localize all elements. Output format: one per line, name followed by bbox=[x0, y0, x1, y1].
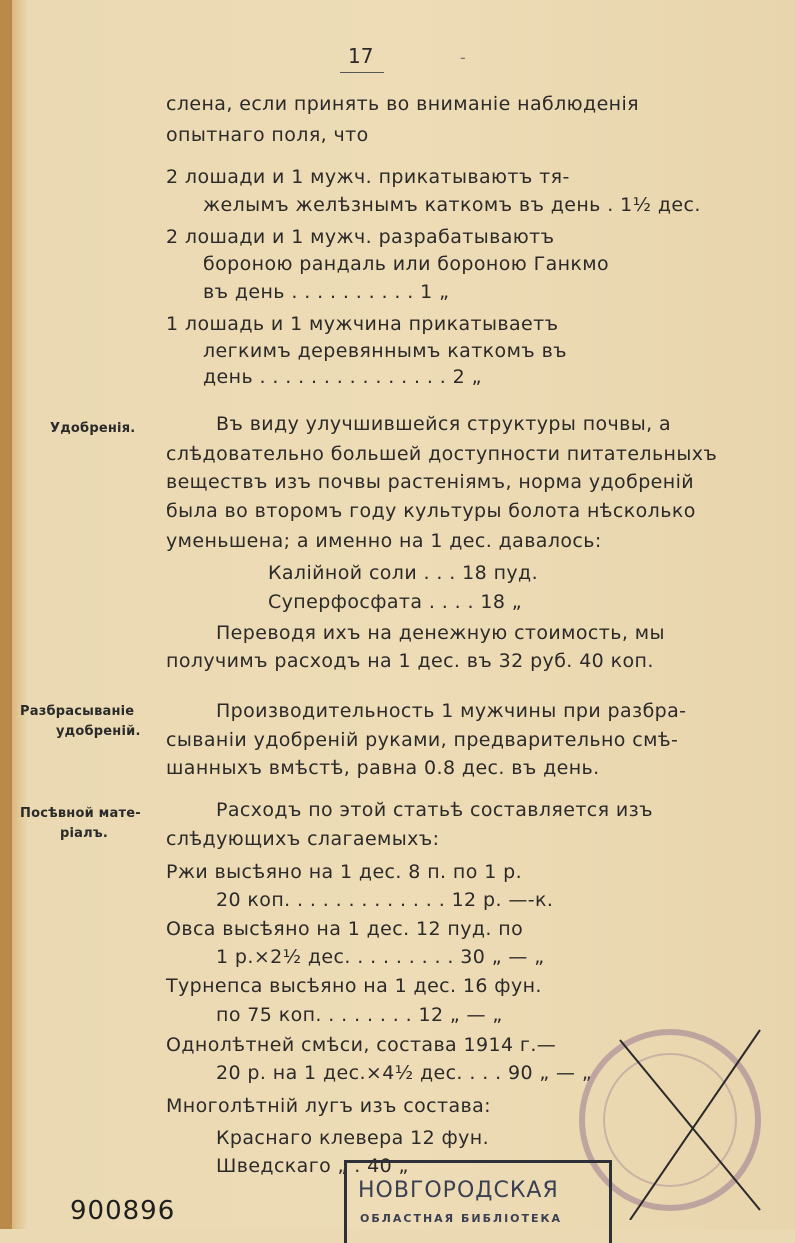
rate-2-line-2: бороною рандаль или бороною Ганкмо bbox=[203, 253, 610, 275]
library-stamp-subtitle: ОБЛАСТНАЯ БИБЛІОТЕКА bbox=[360, 1212, 563, 1225]
rate-3-line-3: день . . . . . . . . . . . . . . . 2 „ bbox=[203, 366, 482, 388]
fertilizer-line-5: уменьшена; а именно на 1 дес. давалось: bbox=[166, 530, 602, 552]
intro-line-2: опытнаго поля, что bbox=[166, 124, 369, 146]
spreading-line-1: Производительность 1 мужчины при разбра- bbox=[216, 700, 687, 722]
fertilizer-cost-line-1: Переводя ихъ на денежную стоимость, мы bbox=[216, 622, 665, 644]
seed-rye-line-2: 20 коп. . . . . . . . . . . . . 12 р. —-к. bbox=[216, 889, 554, 911]
margin-note-udobrenia: Удобренія. bbox=[50, 421, 136, 436]
seed-clover-line: Краснаго клевера 12 фун. bbox=[216, 1127, 490, 1149]
margin-note-posev-1: Посѣвной мате- bbox=[20, 806, 141, 821]
page-number: 17 bbox=[348, 44, 374, 68]
inventory-number: 900896 bbox=[70, 1196, 176, 1226]
rate-2-line-1: 2 лошади и 1 мужч. разрабатываютъ bbox=[166, 226, 555, 248]
seed-turnip-line-2: по 75 коп. . . . . . . . 12 „ — „ bbox=[216, 1004, 503, 1026]
margin-note-razbras-1: Разбрасываніе bbox=[20, 704, 135, 719]
fertilizer-line-3: веществъ изъ почвы растеніямъ, норма удобреній bbox=[166, 471, 694, 493]
margin-note-posev-2: ріалъ. bbox=[60, 826, 108, 841]
seed-intro-line-2: слѣдующихъ слагаемыхъ: bbox=[166, 828, 440, 850]
seed-perennial-line: Многолѣтній лугъ изъ состава: bbox=[166, 1095, 491, 1117]
seed-annual-line-2: 20 р. на 1 дес.×4½ дес. . . . 90 „ — „ bbox=[216, 1062, 593, 1084]
seed-annual-line-1: Однолѣтней смѣси, состава 1914 г.— bbox=[166, 1034, 557, 1056]
spreading-line-3: шанныхъ вмѣстѣ, равна 0.8 дес. въ день. bbox=[166, 757, 600, 779]
fertilizer-item-potash: Калійной соли . . . 18 пуд. bbox=[268, 562, 539, 584]
seed-swedish-line: Шведскаго „ . 40 „ bbox=[216, 1155, 409, 1177]
seed-turnip-line-1: Турнепса высѣяно на 1 дес. 16 фун. bbox=[166, 975, 542, 997]
fertilizer-line-1: Въ виду улучшившейся структуры почвы, а bbox=[216, 413, 672, 435]
intro-line-1: слена, если принять во вниманіе наблюденія bbox=[166, 93, 639, 115]
rate-3-line-2: легкимъ деревяннымъ каткомъ въ bbox=[203, 340, 567, 362]
seed-intro-line-1: Расходъ по этой статьѣ составляется изъ bbox=[216, 799, 653, 821]
library-stamp-title: НОВГОРОДСКАЯ bbox=[358, 1178, 559, 1203]
fertilizer-line-2: слѣдовательно большей доступности питательныхъ bbox=[166, 443, 718, 465]
fertilizer-item-superphosphate: Суперфосфата . . . . 18 „ bbox=[268, 591, 523, 613]
seed-oat-line-1: Овса высѣяно на 1 дес. 12 пуд. по bbox=[166, 918, 524, 940]
binding-edge bbox=[0, 0, 12, 1229]
seed-oat-line-2: 1 р.×2½ дес. . . . . . . . . 30 „ — „ bbox=[216, 946, 545, 968]
rate-1-line-1: 2 лошади и 1 мужч. прикатываютъ тя- bbox=[166, 166, 570, 188]
page-number-rule bbox=[340, 72, 384, 73]
spreading-line-2: сываніи удобреній руками, предварительно смѣ- bbox=[166, 729, 679, 751]
seed-rye-line-1: Ржи высѣяно на 1 дес. 8 п. по 1 р. bbox=[166, 861, 523, 883]
dash-mark: - bbox=[460, 48, 466, 67]
margin-note-razbras-2: удобреній. bbox=[56, 724, 141, 739]
rate-3-line-1: 1 лошадь и 1 мужчина прикатываетъ bbox=[166, 313, 559, 335]
rate-2-line-3: въ день . . . . . . . . . . 1 „ bbox=[203, 281, 450, 303]
fertilizer-cost-line-2: получимъ расходъ на 1 дес. въ 32 руб. 40 коп. bbox=[166, 650, 654, 672]
fertilizer-line-4: была во второмъ году культуры болота нѣсколько bbox=[166, 500, 696, 522]
rate-1-line-2: желымъ желѣзнымъ каткомъ въ день . 1½ дес. bbox=[203, 194, 701, 216]
